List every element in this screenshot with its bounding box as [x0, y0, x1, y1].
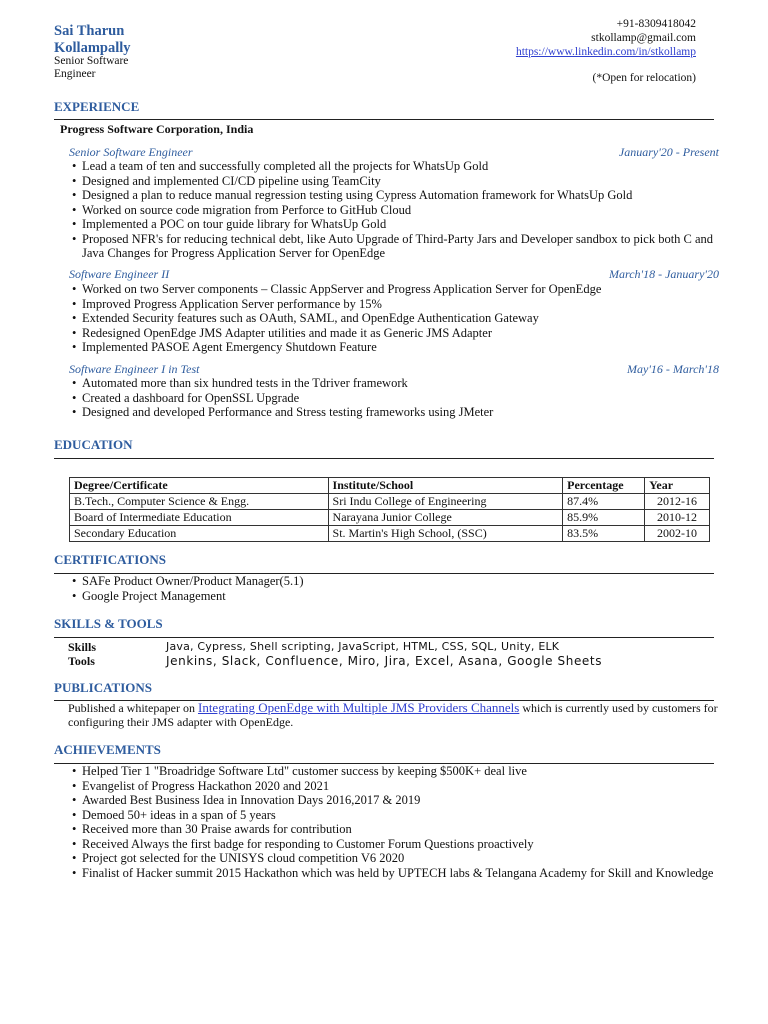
table-cell: Board of Intermediate Education: [70, 510, 329, 526]
role-senior-software-engineer: [69, 145, 719, 160]
achievements-list: [72, 764, 720, 880]
list-item: • Extended Security features such as OAuth, SAML, and OpenEdge Authentication Gateway: [72, 311, 720, 326]
list-item: • SAFe Product Owner/Product Manager(5.1): [72, 574, 720, 589]
list-item: • Received more than 30 Praise awards for contribution: [72, 822, 720, 837]
list-item: • Automated more than six hundred tests in the Tdriver framework: [72, 376, 720, 391]
tools-label: Tools: [68, 654, 95, 668]
table-cell: Secondary Education: [70, 526, 329, 542]
list-item: • Implemented PASOE Agent Emergency Shutdown Feature: [72, 340, 720, 355]
column-header: Year: [645, 478, 710, 494]
certifications-list: [72, 574, 720, 603]
table-cell: 87.4%: [563, 494, 645, 510]
skills-heading: SKILLS & TOOLS: [54, 616, 163, 631]
list-item: • Created a dashboard for OpenSSL Upgrade: [72, 391, 720, 406]
role-title: Software Engineer II: [69, 267, 170, 281]
list-item: • Improved Progress Application Server performance by 15%: [72, 297, 720, 312]
education-table: [69, 477, 710, 542]
role-software-engineer-test: [69, 362, 719, 377]
relocation-note: (*Open for relocation): [592, 72, 696, 84]
certifications-heading: CERTIFICATIONS: [54, 552, 166, 567]
experience-heading: EXPERIENCE: [54, 99, 140, 114]
achievements-heading: ACHIEVEMENTS: [54, 742, 161, 757]
skills-block: [68, 640, 718, 668]
list-item: • Evangelist of Progress Hackathon 2020 and 2021: [72, 779, 720, 794]
role-dates: March'18 - January'20: [609, 267, 719, 281]
linkedin-link[interactable]: https://www.linkedin.com/in/stkollamp: [515, 46, 696, 58]
publication-suffix: which is currently used by customers for configuring their JMS adapter with OpenEdge.: [68, 701, 718, 729]
list-item: • Lead a team of ten and successfully completed all the projects for WhatsUp Gold: [72, 159, 720, 174]
table-cell: Narayana Junior College: [328, 510, 563, 526]
job-title-line-1: Senior Software: [54, 55, 129, 67]
experience-divider: [54, 119, 714, 120]
list-item: • Received Always the first badge for responding to Customer Forum Questions proactively: [72, 837, 720, 852]
role-title: Software Engineer I in Test: [69, 362, 200, 376]
job-title: [54, 55, 128, 81]
skills-label: Skills: [68, 640, 97, 654]
list-item: • Project got selected for the UNISYS cloud competition V6 2020: [72, 851, 720, 866]
role-software-engineer-ii: [69, 267, 719, 282]
role-bullets-senior: [72, 159, 720, 261]
table-cell: 2012-16: [645, 494, 710, 510]
publication-entry: [68, 701, 718, 729]
education-heading: EDUCATION: [54, 437, 133, 452]
skills-divider: [54, 637, 714, 638]
skills-row: [68, 640, 718, 654]
table-cell: Sri Indu College of Engineering: [328, 494, 563, 510]
role-bullets-se2: [72, 282, 720, 355]
list-item: • Worked on two Server components – Classic AppServer and Progress Application Server for OpenEdge: [72, 282, 720, 297]
publication-prefix: Published a whitepaper on: [68, 701, 198, 715]
role-dates: January'20 - Present: [618, 145, 719, 159]
list-item: • Worked on source code migration from Perforce to GitHub Cloud: [72, 203, 720, 218]
table-cell: B.Tech., Computer Science & Engg.: [70, 494, 329, 510]
table-row: [70, 494, 710, 510]
candidate-name: [54, 23, 131, 57]
table-header-row: [70, 478, 710, 494]
list-item: • Helped Tier 1 "Broadridge Software Ltd" customer success by keeping $500K+ deal live: [72, 764, 720, 779]
table-cell: 85.9%: [563, 510, 645, 526]
company-name: Progress Software Corporation, India: [60, 122, 254, 136]
email: stkollamp@gmail.com: [591, 32, 696, 44]
education-divider: [54, 458, 714, 459]
list-item: • Implemented a POC on tour guide library for WhatsUp Gold: [72, 217, 720, 232]
list-item: • Google Project Management: [72, 589, 720, 604]
skills-value: Java, Cypress, Shell scripting, JavaScript, HTML, CSS, SQL, Unity, ELK: [166, 640, 560, 653]
list-item: • Proposed NFR's for reducing technical debt, like Auto Upgrade of Third-Party Jars and Developer sandbox to pick both C and Java Changes for Progress Application Server for OpenEdge: [72, 232, 720, 261]
role-title: Senior Software Engineer: [69, 145, 193, 159]
column-header: Degree/Certificate: [70, 478, 329, 494]
list-item: • Redesigned OpenEdge JMS Adapter utilities and made it as Generic JMS Adapter: [72, 326, 720, 341]
table-cell: 83.5%: [563, 526, 645, 542]
whitepaper-link[interactable]: Integrating OpenEdge with Multiple JMS Providers Channels: [197, 700, 520, 715]
column-header: Percentage: [563, 478, 645, 494]
phone: +91-8309418042: [616, 18, 696, 30]
job-title-line-2: Engineer: [54, 68, 96, 80]
list-item: • Demoed 50+ ideas in a span of 5 years: [72, 808, 720, 823]
table-cell: 2002-10: [645, 526, 710, 542]
name-line-1: Sai Tharun: [54, 23, 125, 39]
list-item: • Designed and developed Performance and Stress testing frameworks using JMeter: [72, 405, 720, 420]
role-bullets-set: [72, 376, 720, 420]
tools-row: [68, 654, 718, 668]
table-row: [70, 526, 710, 542]
publications-heading: PUBLICATIONS: [54, 680, 153, 695]
name-line-2: Kollampally: [54, 40, 131, 56]
list-item: • Awarded Best Business Idea in Innovation Days 2016,2017 & 2019: [72, 793, 720, 808]
tools-value: Jenkins, Slack, Confluence, Miro, Jira, Excel, Asana, Google Sheets: [166, 654, 603, 668]
table-row: [70, 510, 710, 526]
column-header: Institute/School: [328, 478, 563, 494]
list-item: • Designed a plan to reduce manual regression testing using Cypress Automation framework for WhatsUp Gold: [72, 188, 720, 203]
contact-block: [516, 17, 696, 59]
role-dates: May'16 - March'18: [627, 362, 719, 376]
table-cell: St. Martin's High School, (SSC): [328, 526, 563, 542]
table-cell: 2010-12: [645, 510, 710, 526]
list-item: • Designed and implemented CI/CD pipeline using TeamCity: [72, 174, 720, 189]
list-item: • Finalist of Hacker summit 2015 Hackathon which was held by UPTECH labs & Telangana Academy for Skill and Knowledge: [72, 866, 720, 881]
